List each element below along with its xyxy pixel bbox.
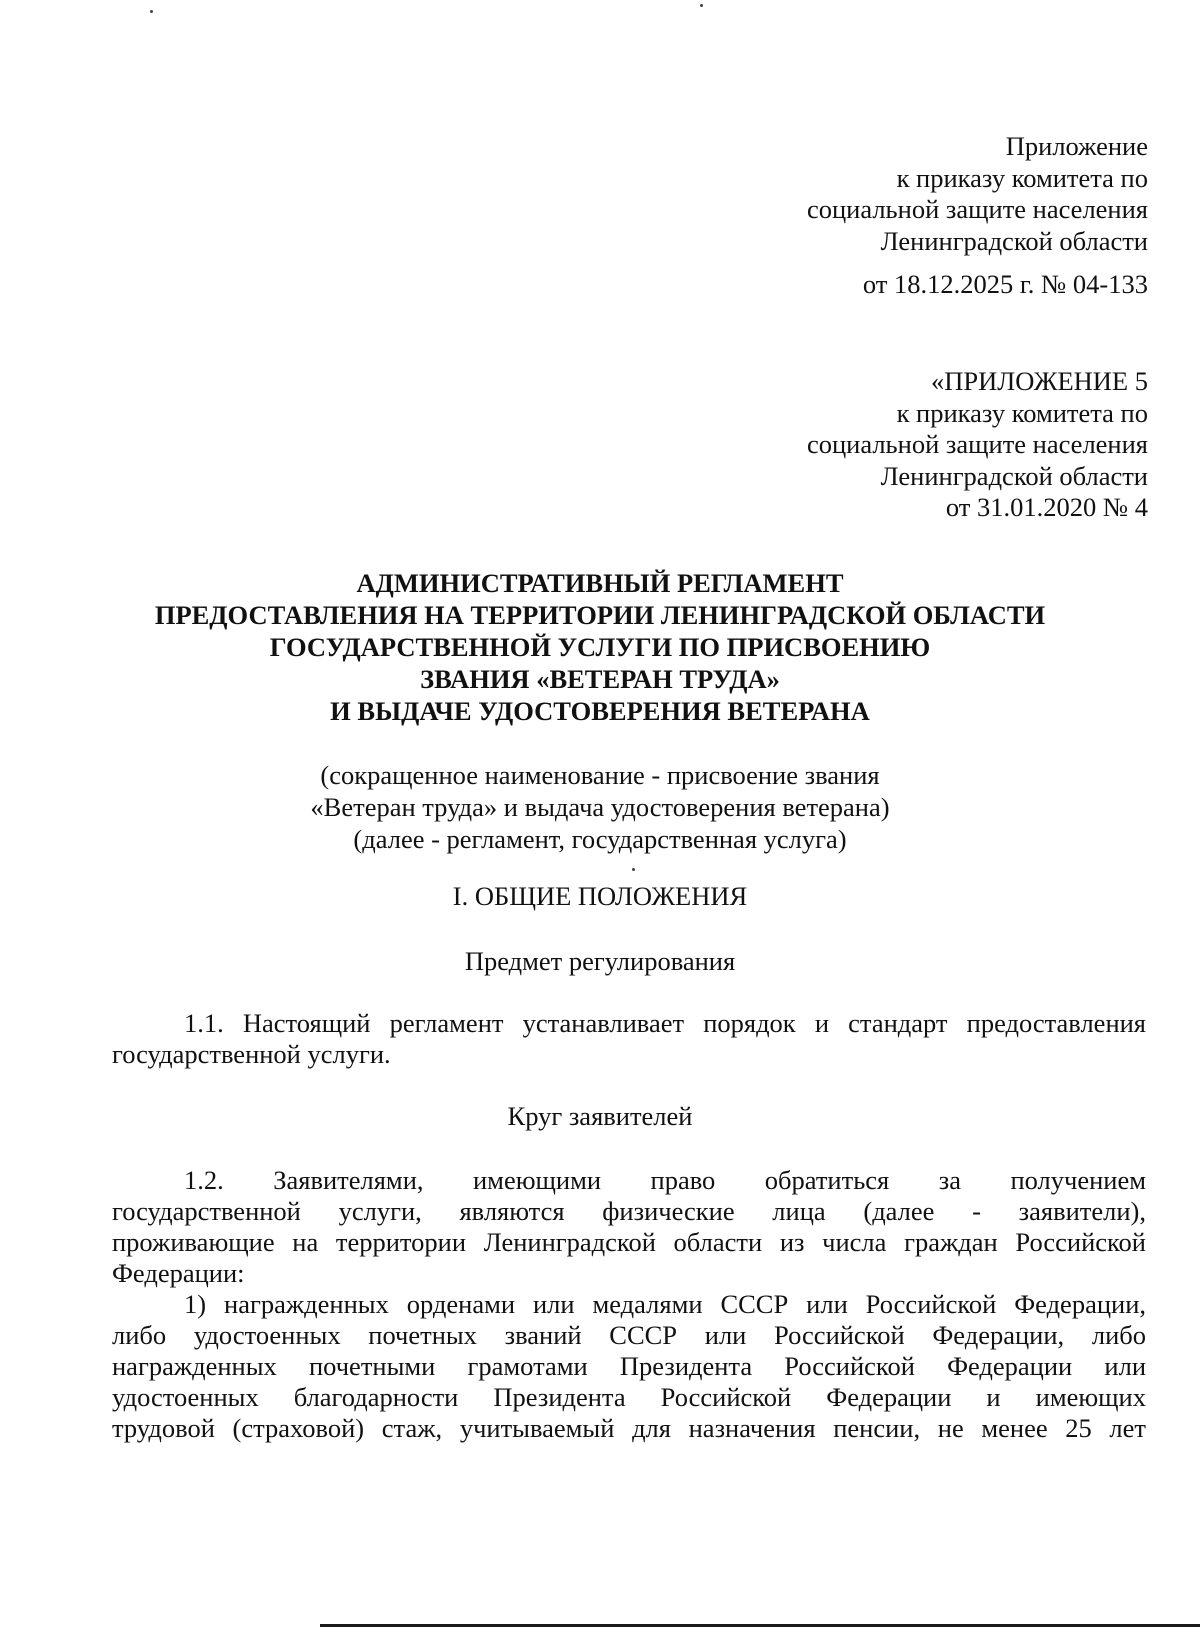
scan-speck	[150, 10, 153, 13]
attachment-date-number: от 18.12.2025 г. № 04-133	[862, 269, 1148, 299]
attachment-date	[863, 269, 1148, 301]
subheading-subject: Предмет регулирования	[464, 946, 736, 976]
attachment-title: Приложение	[1005, 131, 1148, 161]
title-line-5: И ВЫДАЧЕ УДОСТОВЕРЕНИЯ ВЕТЕРАНА	[330, 696, 870, 726]
list-item-1-line-5: трудовой (страховой) стаж, учитываемый для назначения пенсии, не менее 25 лет	[112, 1413, 1146, 1443]
title-line-1: АДМИНИСТРАТИВНЫЙ РЕГЛАМЕНТ	[356, 568, 844, 598]
attachment-header	[807, 131, 1148, 257]
list-item-1-line-2: либо удостоенных почетных званий СССР или Российской Федерации, либо	[112, 1320, 1146, 1350]
paragraph-1-1	[112, 1008, 1146, 1070]
title-line-3: ГОСУДАРСТВЕННОЙ УСЛУГИ ПО ПРИСВОЕНИЮ	[269, 632, 931, 662]
attachment-region-line: Ленинградской области	[880, 225, 1148, 256]
list-item-1	[112, 1289, 1146, 1444]
document-title	[80, 567, 1120, 727]
list-item-1-line-3: награжденных почетными грамотами Президента Российской Федерации или	[112, 1351, 1146, 1381]
paragraph-1-1-line-1: 1.1. Настоящий регламент устанавливает порядок и стандарт предоставления	[184, 1008, 1146, 1038]
paragraph-1-1-line-2: государственной услуги.	[112, 1039, 391, 1069]
title-line-2: ПРЕДОСТАВЛЕНИЯ НА ТЕРРИТОРИИ ЛЕНИНГРАДСКОЙ ОБЛАСТИ	[154, 600, 1046, 630]
attachment-order-line: к приказу комитета по	[896, 162, 1148, 193]
prior-attachment-order-line: к приказу комитета по	[896, 397, 1148, 428]
subheading-applicants: Круг заявителей	[507, 1101, 693, 1131]
paragraph-1-2-line-2: государственной услуги, являются физические лица (далее - заявители),	[112, 1196, 1146, 1226]
prior-attachment-date-number: от 31.01.2020 № 4	[945, 492, 1148, 522]
prior-attachment-title: «ПРИЛОЖЕНИЕ 5	[931, 366, 1148, 396]
paragraph-1-2-line-4: Федерации:	[112, 1258, 245, 1288]
scan-speck	[700, 4, 703, 7]
attachment-committee-line: социальной защите населения	[806, 194, 1148, 224]
short-name-line-2: «Ветеран труда» и выдача удостоверения ветерана)	[310, 792, 890, 822]
list-item-1-line-1: 1) награжденных орденами или медалями СССР или Российской Федерации,	[184, 1289, 1146, 1319]
paragraph-1-2-line-1: 1.2. Заявителями, имеющими право обратиться за получением	[184, 1165, 1146, 1195]
short-name-line-1: (сокращенное наименование - присвоение звания	[320, 760, 880, 790]
section-heading: I. ОБЩИЕ ПОЛОЖЕНИЯ	[452, 881, 748, 911]
prior-attachment-committee-line: социальной защите населения	[806, 429, 1148, 459]
title-line-4: ЗВАНИЯ «ВЕТЕРАН ТРУДА»	[420, 664, 780, 694]
short-name-block	[80, 759, 1120, 855]
scan-edge-line	[320, 1624, 1200, 1627]
scan-speck	[632, 868, 635, 871]
prior-attachment	[807, 366, 1148, 524]
paragraph-1-2	[112, 1165, 1146, 1289]
short-name-line-3: (далее - регламент, государственная услуга)	[353, 824, 847, 854]
paragraph-1-2-line-3: проживающие на территории Ленинградской области из числа граждан Российской	[112, 1227, 1146, 1257]
list-item-1-line-4: удостоенных благодарности Президента Российской Федерации и имеющих	[112, 1382, 1146, 1412]
prior-attachment-region-line: Ленинградской области	[880, 460, 1148, 491]
